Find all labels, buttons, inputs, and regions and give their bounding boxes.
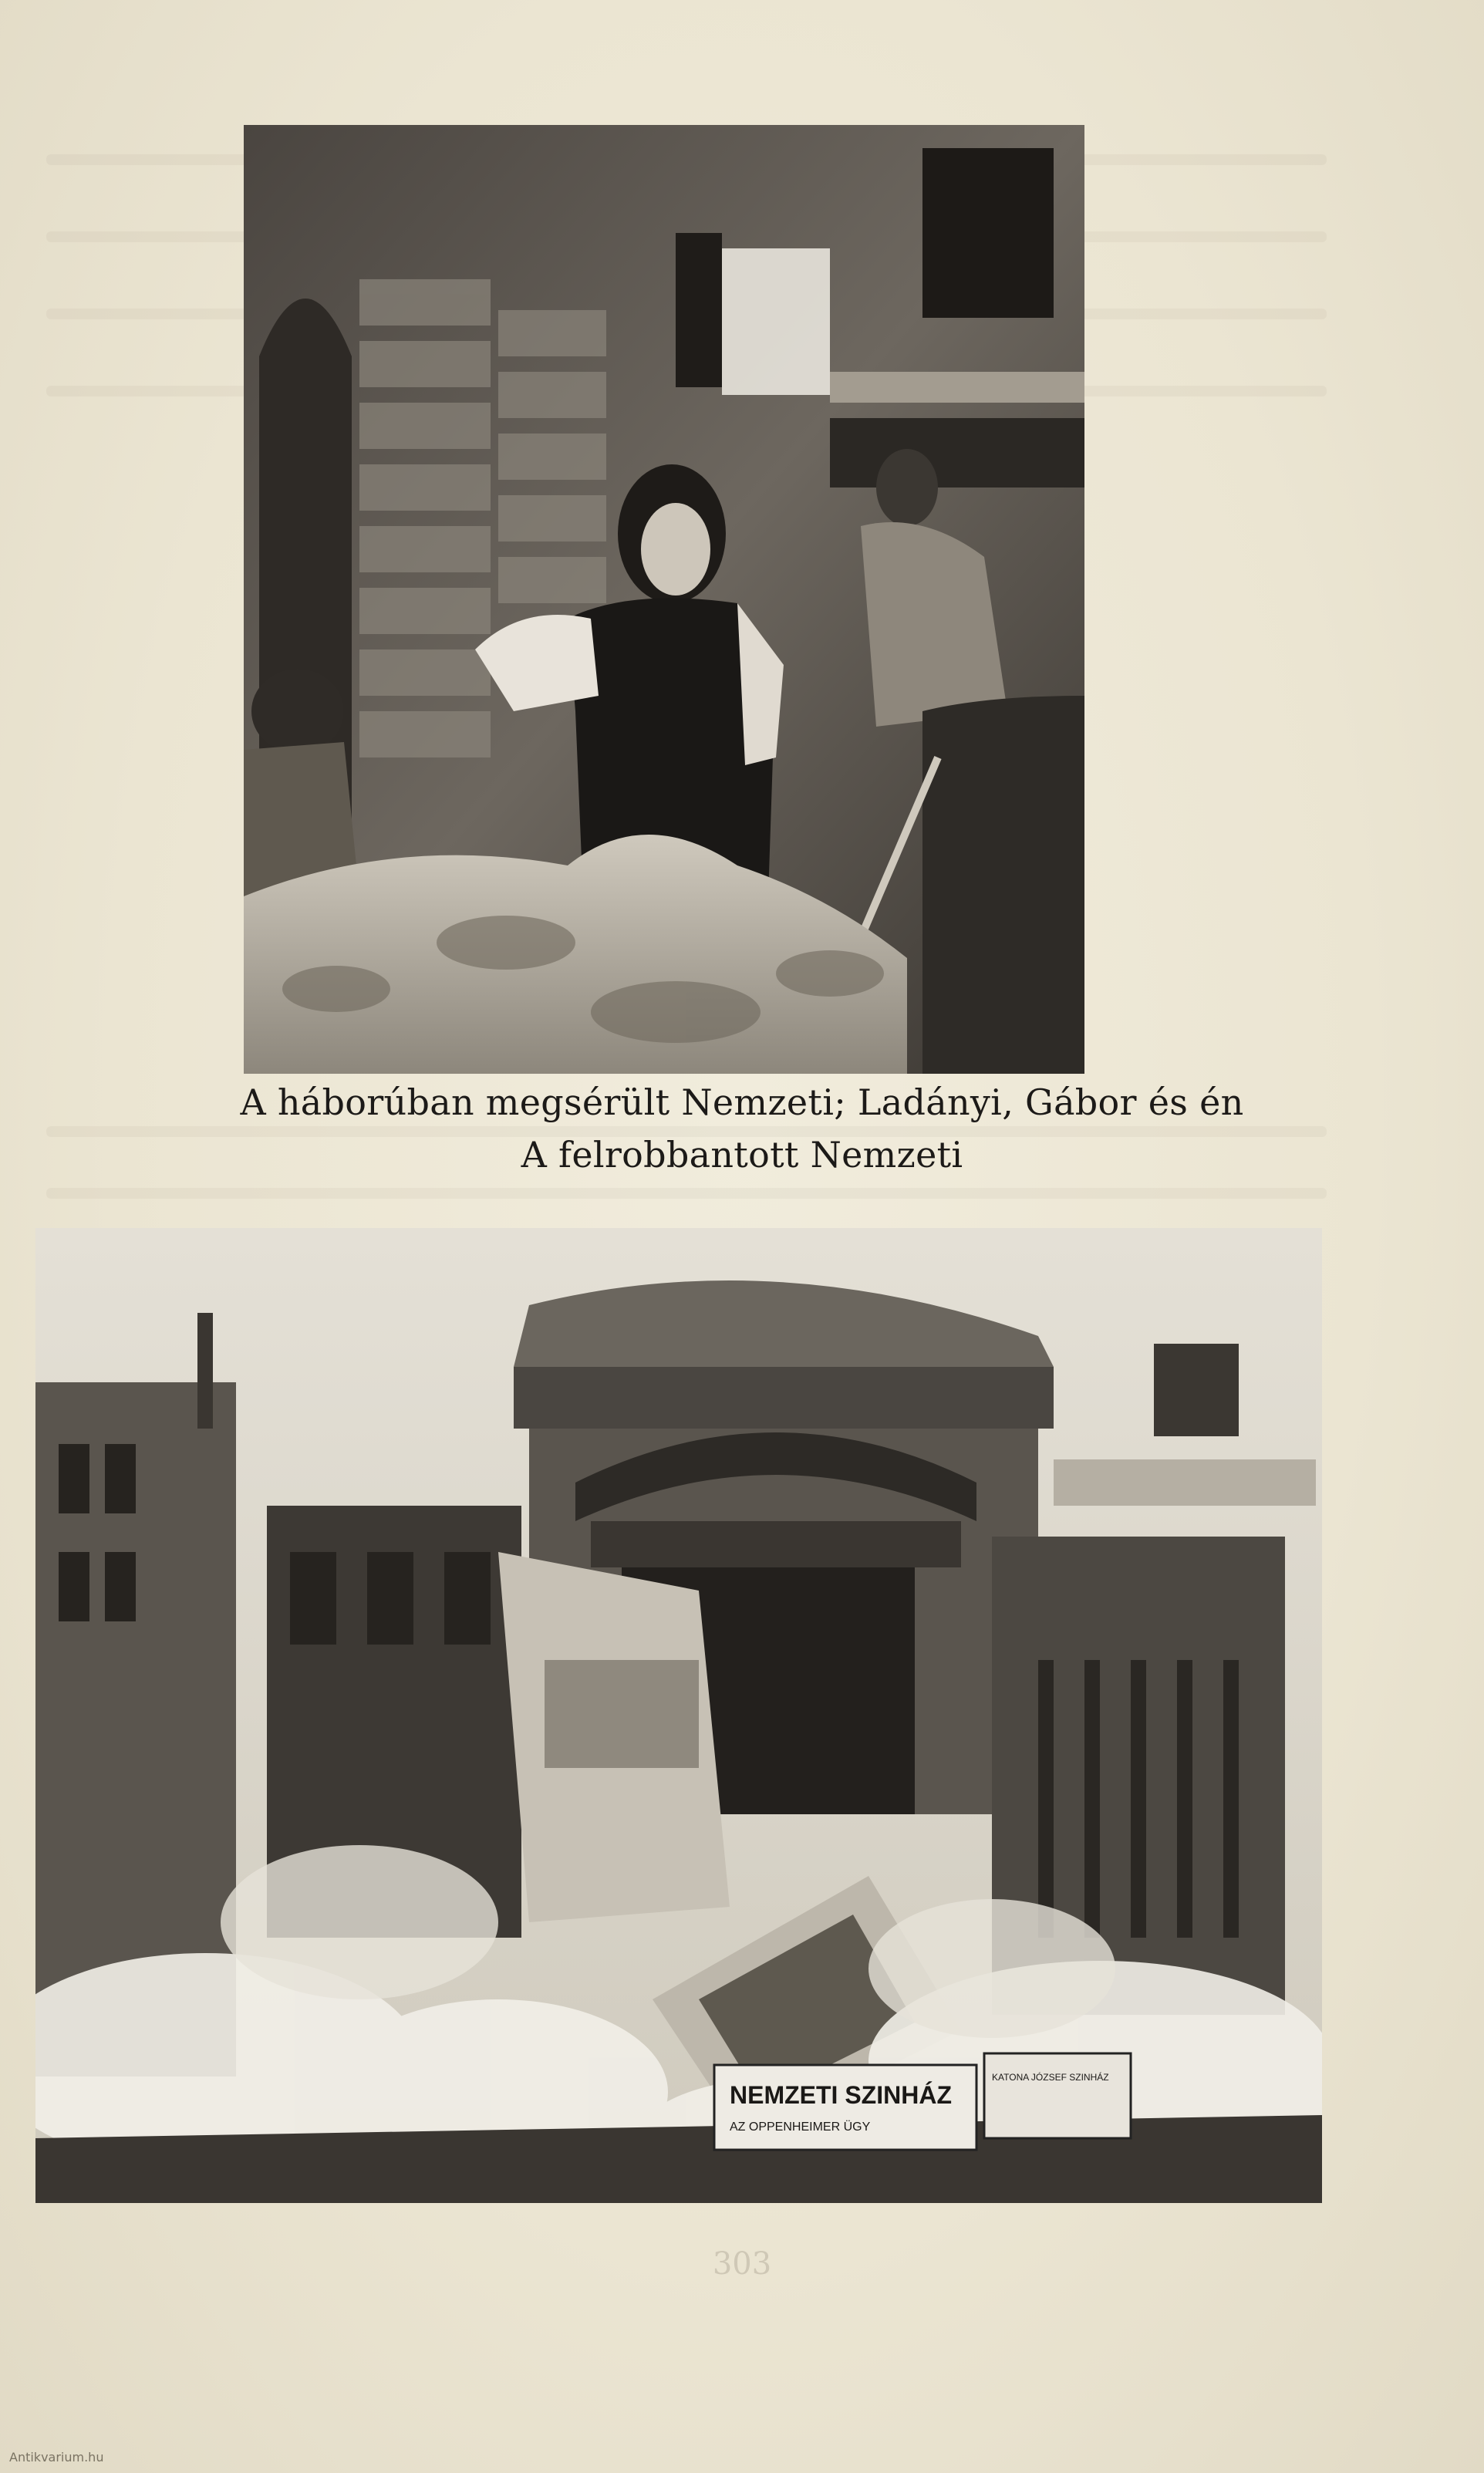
photo-demolished-theatre-image [35, 1228, 1322, 2203]
photo-demolished-theatre [35, 1228, 1322, 2203]
photo-damaged-theatre-image [244, 125, 1084, 1074]
sign-theatre-small: KATONA JÓZSEF SZINHÁZ [992, 2072, 1109, 2083]
caption-damaged-theatre: A háborúban megsérült Nemzeti; Ladányi, Gábor és én [240, 1081, 1244, 1123]
caption-demolished-theatre: A felrobbantott Nemzeti [521, 1134, 963, 1176]
page-number: 303 [712, 2246, 772, 2282]
bleed-through-line [46, 1188, 1327, 1199]
watermark: Antikvarium.hu [9, 2450, 104, 2465]
photo-damaged-theatre [244, 125, 1084, 1074]
sign-theatre-main: NEMZETI SZINHÁZ [730, 2081, 952, 2109]
sign-theatre-sub: AZ OPPENHEIMER ÜGY [730, 2120, 871, 2134]
